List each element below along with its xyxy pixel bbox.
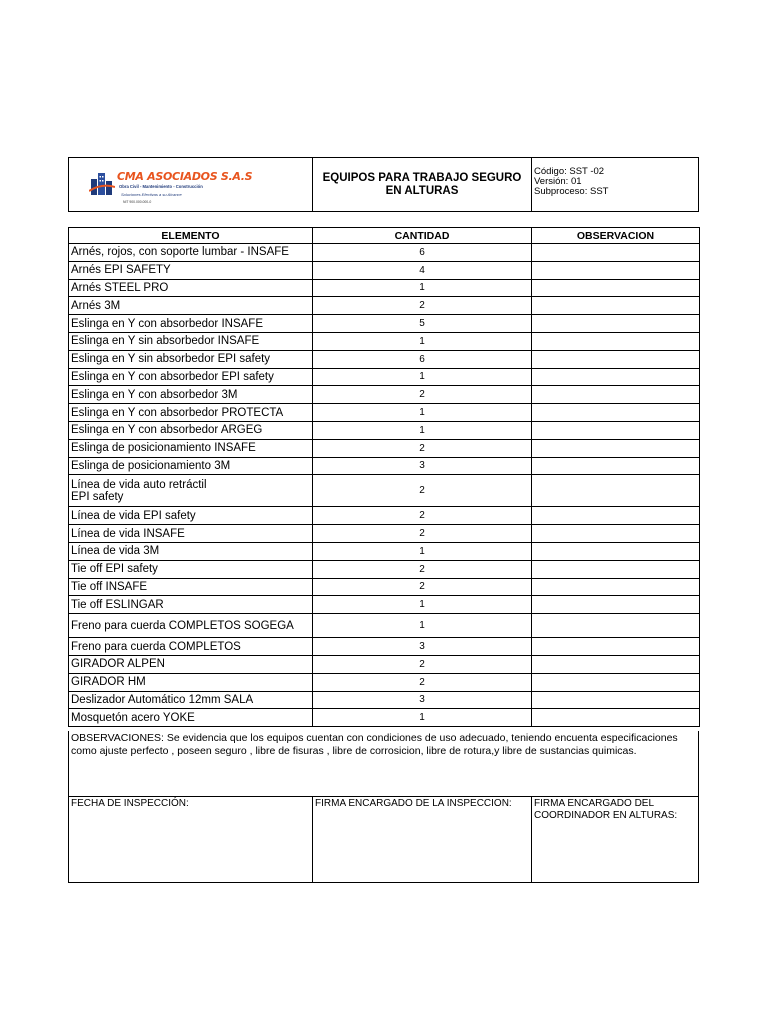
elemento-line-2: EPI safety [71, 490, 124, 503]
table-row [69, 421, 700, 439]
cantidad-cell: 2 [313, 439, 532, 457]
table-row [69, 507, 700, 525]
elemento-cell: Eslinga en Y con absorbedor EPI safety [69, 368, 313, 386]
elemento-cell: Freno para cuerda COMPLETOS [69, 638, 313, 656]
cantidad-cell: 3 [313, 457, 532, 475]
observacion-cell [532, 560, 700, 578]
company-logo [89, 167, 253, 207]
table-row [69, 525, 700, 543]
cantidad-cell: 1 [313, 614, 532, 638]
observacion-cell [532, 244, 700, 262]
cantidad-cell: 1 [313, 542, 532, 560]
table-row [69, 673, 700, 691]
document-header [68, 157, 699, 212]
table-row [69, 457, 700, 475]
elemento-cell: Tie off INSAFE [69, 578, 313, 596]
table-row [69, 279, 700, 297]
elemento-cell: Arnés 3M [69, 297, 313, 315]
elemento-cell: GIRADOR HM [69, 673, 313, 691]
table-row [69, 261, 700, 279]
observacion-cell [532, 578, 700, 596]
observacion-cell [532, 315, 700, 333]
logo-tagline: Obra Civil - Mantenimiento - Construcción [119, 184, 203, 189]
elemento-cell: Línea de vida INSAFE [69, 525, 313, 543]
elemento-cell: Eslinga en Y sin absorbedor EPI safety [69, 350, 313, 368]
table-row [69, 404, 700, 422]
elemento-cell: Freno para cuerda COMPLETOS SOGEGA [69, 614, 313, 638]
table-row [69, 475, 700, 507]
cantidad-cell: 2 [313, 578, 532, 596]
table-row [69, 350, 700, 368]
observacion-cell [532, 614, 700, 638]
elemento-cell: Deslizador Automático 12mm SALA [69, 691, 313, 709]
table-row [69, 691, 700, 709]
firma-encargado-inspeccion-field: FIRMA ENCARGADO DE LA INSPECCION: [313, 797, 532, 882]
logo-slogan: Soluciones Efectivas a su Alcance [121, 192, 182, 197]
elemento-cell: GIRADOR ALPEN [69, 655, 313, 673]
observacion-cell [532, 655, 700, 673]
elemento-cell: Arnés STEEL PRO [69, 279, 313, 297]
cantidad-cell: 2 [313, 297, 532, 315]
observacion-cell [532, 261, 700, 279]
table-row [69, 386, 700, 404]
observacion-cell [532, 404, 700, 422]
cantidad-cell: 6 [313, 350, 532, 368]
cantidad-cell: 1 [313, 368, 532, 386]
signature-section [68, 796, 699, 883]
observacion-cell [532, 439, 700, 457]
elemento-cell: Tie off ESLINGAR [69, 596, 313, 614]
fecha-inspeccion-field: FECHA DE INSPECCIÓN: [69, 797, 313, 882]
logo-cell [69, 158, 313, 211]
table-row [69, 655, 700, 673]
elemento-cell [69, 475, 313, 507]
observacion-cell [532, 386, 700, 404]
cantidad-cell: 1 [313, 332, 532, 350]
cantidad-cell: 5 [313, 315, 532, 333]
table-row [69, 244, 700, 262]
table-row [69, 315, 700, 333]
cantidad-cell: 2 [313, 655, 532, 673]
elemento-cell: Eslinga de posicionamiento INSAFE [69, 439, 313, 457]
column-header-cantidad: CANTIDAD [313, 228, 532, 244]
observacion-cell [532, 457, 700, 475]
version-label: Versión: 01 [534, 176, 582, 187]
subproceso-label: Subproceso: SST [534, 186, 609, 197]
table-header-row [69, 228, 700, 244]
elemento-line-1: Línea de vida auto retráctil [71, 478, 207, 491]
column-header-observacion: OBSERVACION [532, 228, 700, 244]
elemento-cell: Eslinga de posicionamiento 3M [69, 457, 313, 475]
cantidad-cell: 2 [313, 507, 532, 525]
cantidad-cell: 4 [313, 261, 532, 279]
observacion-cell [532, 709, 700, 727]
cantidad-cell: 1 [313, 279, 532, 297]
cantidad-cell: 2 [313, 673, 532, 691]
cantidad-cell: 1 [313, 421, 532, 439]
observacion-cell [532, 297, 700, 315]
cantidad-cell: 3 [313, 638, 532, 656]
observacion-cell [532, 332, 700, 350]
elemento-cell: Eslinga en Y con absorbedor PROTECTA [69, 404, 313, 422]
table-row [69, 368, 700, 386]
cantidad-cell: 6 [313, 244, 532, 262]
elemento-cell: Eslinga en Y con absorbedor INSAFE [69, 315, 313, 333]
cantidad-cell: 2 [313, 560, 532, 578]
observacion-cell [532, 691, 700, 709]
table-row [69, 439, 700, 457]
table-row [69, 297, 700, 315]
elemento-cell: Línea de vida 3M [69, 542, 313, 560]
observacion-cell [532, 350, 700, 368]
elemento-cell: Eslinga en Y con absorbedor 3M [69, 386, 313, 404]
observaciones-box: OBSERVACIONES: Se evidencia que los equipos cuentan con condiciones de uso adecuado, teniendo encuenta especificaciones como ajuste perfecto , poseen seguro , libre de fisuras , libre de corrosicion, libre de rotura,y libre de sustancias quimicas. [68, 731, 699, 797]
observacion-cell [532, 542, 700, 560]
table-row [69, 332, 700, 350]
cantidad-cell: 2 [313, 525, 532, 543]
document-meta [532, 158, 698, 211]
observacion-cell [532, 673, 700, 691]
elemento-cell: Mosquetón acero YOKE [69, 709, 313, 727]
observacion-cell [532, 596, 700, 614]
observacion-cell [532, 507, 700, 525]
elemento-cell: Línea de vida EPI safety [69, 507, 313, 525]
table-row [69, 542, 700, 560]
firma-encargado-coordinador-field: FIRMA ENCARGADO DEL COORDINADOR EN ALTURAS: [534, 798, 678, 821]
elemento-cell: Eslinga en Y con absorbedor ARGEG [69, 421, 313, 439]
cantidad-cell: 1 [313, 709, 532, 727]
observacion-cell [532, 421, 700, 439]
cantidad-cell: 2 [313, 386, 532, 404]
table-row [69, 638, 700, 656]
table-row [69, 709, 700, 727]
elemento-cell: Arnés, rojos, con soporte lumbar - INSAFE [69, 244, 313, 262]
observacion-cell [532, 279, 700, 297]
table-row [69, 578, 700, 596]
observacion-cell [532, 638, 700, 656]
equipment-table [68, 227, 700, 727]
elemento-cell: Tie off EPI safety [69, 560, 313, 578]
logo-nit: NIT 900.000.000-0 [123, 200, 152, 204]
cantidad-cell: 1 [313, 596, 532, 614]
column-header-elemento: ELEMENTO [69, 228, 313, 244]
buildings-logo-icon [89, 169, 115, 197]
table-row [69, 560, 700, 578]
elemento-cell: Arnés EPI SAFETY [69, 261, 313, 279]
codigo-label: Código: SST -02 [534, 166, 605, 177]
table-row [69, 614, 700, 638]
cantidad-cell: 2 [313, 475, 532, 507]
elemento-cell: Eslinga en Y sin absorbedor INSAFE [69, 332, 313, 350]
observacion-cell [532, 475, 700, 507]
observacion-cell [532, 368, 700, 386]
cantidad-cell: 1 [313, 404, 532, 422]
document-title: EQUIPOS PARA TRABAJO SEGURO EN ALTURAS [313, 158, 532, 211]
table-row [69, 596, 700, 614]
observacion-cell [532, 525, 700, 543]
logo-company-name: CMA ASOCIADOS S.A.S [117, 170, 253, 183]
cantidad-cell: 3 [313, 691, 532, 709]
